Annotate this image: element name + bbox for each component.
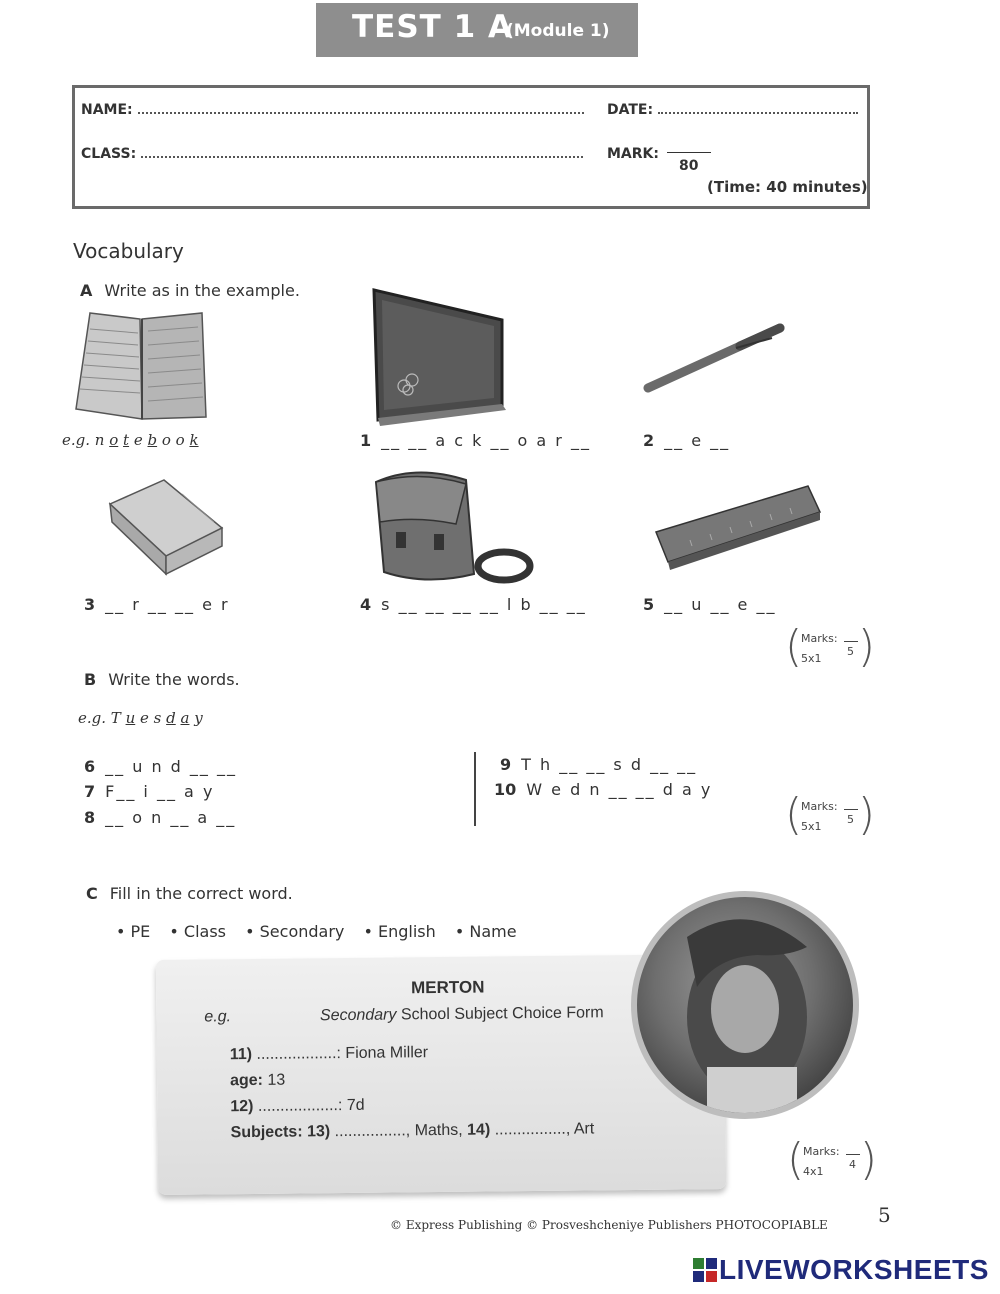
q8-text: __ o n __ a __	[105, 808, 237, 827]
form-line-11[interactable]: 11) ..................: Fiona Miller	[229, 1044, 429, 1064]
marks-b-label: Marks:	[801, 800, 838, 813]
question-1[interactable]	[360, 431, 591, 450]
question-7[interactable]	[84, 782, 214, 801]
marks-c-total: 4	[849, 1158, 856, 1171]
form-eg: e.g.	[204, 1008, 232, 1026]
section-a-text: Write as in the example.	[104, 281, 300, 300]
section-c-text: Fill in the correct word.	[109, 884, 293, 903]
q5-number: 5	[643, 595, 655, 614]
q6-text: __ u n d __ __	[105, 757, 238, 776]
marks-c-blank[interactable]	[846, 1154, 860, 1155]
section-c-instruction	[86, 884, 293, 903]
marks-a-formula: 5x1	[801, 652, 822, 665]
title-banner	[316, 3, 638, 57]
blank-13[interactable]: ................	[334, 1122, 406, 1141]
date-blank[interactable]	[658, 102, 858, 114]
word-bank-item: • Class	[169, 922, 227, 941]
module-label: (Module 1)	[506, 21, 610, 41]
form-example-rest: School Subject Choice Form	[400, 1004, 604, 1024]
section-a-letter: A	[80, 281, 93, 300]
question-3[interactable]	[84, 595, 230, 614]
form-line-age: age: 13	[229, 1071, 286, 1090]
liveworksheets-brand[interactable]	[693, 1254, 989, 1284]
notebook-image	[70, 305, 210, 425]
copyright-footer: © Express Publishing © Prosveshcheniye Publishers PHOTOCOPIABLE	[390, 1218, 828, 1232]
word-bank-item: • English	[363, 922, 436, 941]
q1-text: __ __ a c k __ o a r __	[381, 431, 591, 450]
name-label: NAME:	[81, 102, 133, 118]
section-b-marks: ( ) Marks: 5 5x1	[785, 789, 875, 840]
q7-number: 7	[84, 782, 96, 801]
blank-14[interactable]: ................	[494, 1120, 566, 1139]
form-school-name: MERTON	[410, 977, 485, 998]
form-example-word: Secondary	[319, 1006, 397, 1025]
marks-b-total: 5	[847, 813, 854, 826]
schoolbag-image	[356, 462, 536, 592]
section-c-letter: C	[86, 884, 98, 903]
class-blank[interactable]	[141, 146, 583, 158]
word-bank-item: • Name	[454, 922, 517, 941]
q4-number: 4	[360, 595, 372, 614]
example-a-prefix: e.g.	[62, 431, 91, 449]
question-4[interactable]	[360, 595, 587, 614]
form-line-12[interactable]: 12) ..................: 7d	[230, 1096, 365, 1116]
section-b-example: e.g. T u e s d a y	[78, 709, 203, 727]
section-a-example: e.g. n o t e b o o k	[62, 431, 199, 449]
page-number: 5	[878, 1203, 891, 1227]
q9-number: 9	[500, 755, 512, 774]
q5-text: __ u __ e __	[664, 595, 777, 614]
student-info-box	[72, 85, 870, 209]
mark-total: 80	[679, 158, 699, 174]
section-a-marks: ( ) Marks: 5 5x1	[785, 621, 875, 672]
class-label: CLASS:	[81, 146, 137, 162]
word-bank	[116, 922, 531, 941]
section-c-marks: ( ) Marks: 4 4x1	[787, 1134, 877, 1185]
marks-c-formula: 4x1	[803, 1165, 824, 1178]
marks-b-blank[interactable]	[844, 809, 858, 810]
class-field[interactable]	[81, 146, 583, 162]
q1-number: 1	[360, 431, 372, 450]
q6-number: 6	[84, 757, 96, 776]
section-b-text: Write the words.	[108, 670, 240, 689]
pen-image	[640, 318, 790, 398]
marks-a-total: 5	[847, 645, 854, 658]
mark-label: MARK:	[607, 146, 659, 162]
question-6[interactable]	[84, 757, 237, 776]
section-b-instruction	[84, 670, 240, 689]
q2-number: 2	[643, 431, 655, 450]
q4-text: s __ __ __ __ l b __ __	[381, 595, 587, 614]
student-photo	[631, 891, 859, 1119]
time-limit: (Time: 40 minutes)	[707, 178, 868, 196]
name-field[interactable]	[81, 102, 584, 118]
question-2[interactable]	[643, 431, 730, 450]
test-title: TEST 1 A	[352, 9, 513, 45]
eraser-image	[104, 474, 229, 579]
name-blank[interactable]	[138, 102, 584, 114]
liveworksheets-logo-icon	[693, 1258, 717, 1282]
marks-b-formula: 5x1	[801, 820, 822, 833]
blackboard-image	[368, 288, 518, 428]
question-8[interactable]	[84, 808, 236, 827]
word-bank-item: • Secondary	[245, 922, 345, 941]
marks-a-blank[interactable]	[844, 641, 858, 642]
ruler-image	[652, 482, 824, 574]
vocabulary-heading: Vocabulary	[73, 239, 184, 263]
word-bank-item: • PE	[116, 922, 151, 941]
example-b-prefix: e.g.	[78, 709, 107, 727]
date-label: DATE:	[607, 102, 654, 118]
q8-number: 8	[84, 808, 96, 827]
marks-c-label: Marks:	[803, 1145, 840, 1158]
brand-text: LIVEWORKSHEETS	[719, 1254, 989, 1285]
q10-text: W e d n __ __ d a y	[526, 780, 713, 799]
question-9[interactable]	[500, 755, 697, 774]
form-line-subjects[interactable]: Subjects: 13) ................, Maths, 14) ................, Art	[230, 1120, 595, 1142]
q9-text: T h __ __ s d __ __	[521, 755, 698, 774]
marks-a-label: Marks:	[801, 632, 838, 645]
question-5[interactable]	[643, 595, 776, 614]
column-divider	[474, 752, 476, 826]
section-a-instruction	[80, 281, 300, 300]
question-10[interactable]	[494, 780, 712, 799]
q2-text: __ e __	[664, 431, 731, 450]
q7-text: F__ i __ a y	[105, 782, 215, 801]
portrait-silhouette	[637, 897, 853, 1113]
section-b-letter: B	[84, 670, 97, 689]
mark-blank[interactable]	[667, 152, 711, 153]
form-example-line	[204, 1004, 603, 1026]
q10-number: 10	[494, 780, 517, 799]
q3-text: __ r __ __ e r	[105, 595, 230, 614]
blank-12[interactable]: ..................	[257, 1097, 339, 1115]
date-field[interactable]	[607, 102, 858, 118]
blank-11[interactable]: ..................	[256, 1045, 337, 1063]
q3-number: 3	[84, 595, 96, 614]
